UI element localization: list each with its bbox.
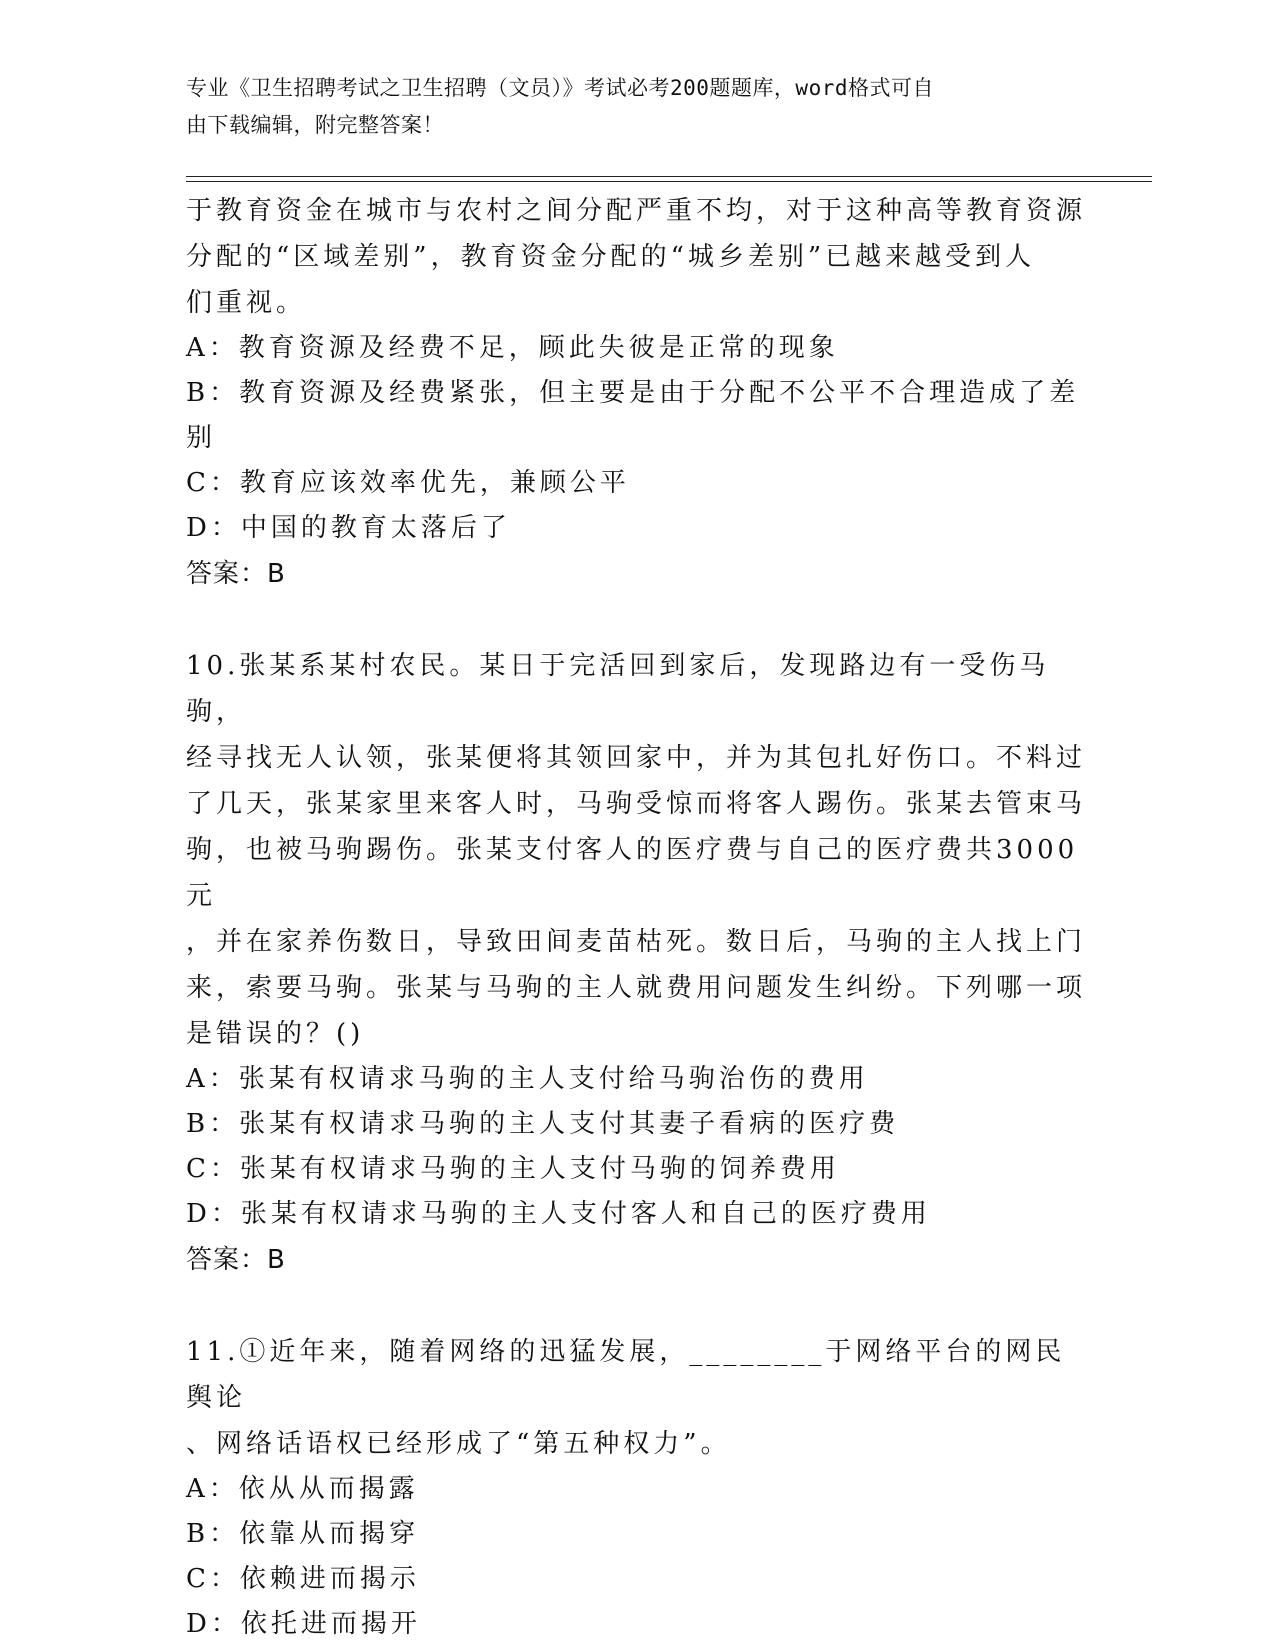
document-header (186, 70, 1066, 144)
question-stem-line: 经寻找无人认领，张某便将其领回家中，并为其包扎好伤口。不料过 (186, 743, 1087, 773)
option-c: C：张某有权请求马驹的主人支付马驹的饲养费用 (186, 1154, 840, 1184)
header-line-1: 专业《卫生招聘考试之卫生招聘（文员）》考试必考200题题库，word格式可自 (186, 76, 934, 100)
question-stem-line: 、网络话语权已经形成了“第五种权力”。 (186, 1429, 731, 1459)
option-d: D：依托进而揭开 (186, 1609, 421, 1639)
answer-label: 答案：B (186, 1245, 286, 1275)
document-body (186, 188, 1086, 1647)
header-line-2: 由下载编辑，附完整答案！ (186, 113, 444, 137)
question-stem-line: 分配的“区域差别”，教育资金分配的“城乡差别”已越来越受到人 (186, 242, 1036, 272)
spacer (186, 1283, 1086, 1329)
question-9 (186, 188, 1086, 597)
answer-label: 答案：B (186, 559, 286, 589)
question-stem-line: 们重视。 (186, 288, 307, 318)
option-d: D：中国的教育太落后了 (186, 513, 511, 543)
question-stem-line: 于教育资金在城市与农村之间分配严重不均，对于这种高等教育资源 (186, 196, 1087, 226)
option-a: A：依从从而揭露 (186, 1474, 419, 1504)
question-stem-line: 来，索要马驹。张某与马驹的主人就费用问题发生纠纷。下列哪一项 (186, 973, 1087, 1003)
question-stem-line: 10.张某系某村农民。某日于完活回到家后，发现路边有一受伤马驹， (186, 651, 1050, 727)
header-rule-top (186, 176, 1152, 177)
header-rule-bottom (186, 181, 1152, 182)
question-10 (186, 643, 1086, 1283)
option-a: A：张某有权请求马驹的主人支付给马驹治伤的费用 (186, 1064, 869, 1094)
question-stem-line: 驹，也被马驹踢伤。张某支付客人的医疗费与自己的医疗费共3000元 (186, 835, 1079, 911)
option-d: D：张某有权请求马驹的主人支付客人和自己的医疗费用 (186, 1199, 931, 1229)
question-stem-line: 11.①近年来，随着网络的迅猛发展，________于网络平台的网民舆论 (186, 1337, 1066, 1413)
question-11 (186, 1329, 1086, 1647)
question-stem-line: ，并在家养伤数日，导致田间麦苗枯死。数日后，马驹的主人找上门 (186, 927, 1087, 957)
question-stem-line: 是错误的？() (186, 1019, 365, 1049)
spacer (186, 597, 1086, 643)
option-a: A：教育资源及经费不足，顾此失彼是正常的现象 (186, 333, 839, 363)
option-c: C：依赖进而揭示 (186, 1564, 420, 1594)
option-b: B：依靠从而揭穿 (186, 1519, 420, 1549)
option-b: B：教育资源及经费紧张，但主要是由于分配不公平不合理造成了差别 (186, 378, 1080, 453)
option-c: C：教育应该效率优先，兼顾公平 (186, 468, 630, 498)
option-b: B：张某有权请求马驹的主人支付其妻子看病的医疗费 (186, 1109, 900, 1139)
question-stem-line: 了几天，张某家里来客人时，马驹受惊而将客人踢伤。张某去管束马 (186, 789, 1087, 819)
